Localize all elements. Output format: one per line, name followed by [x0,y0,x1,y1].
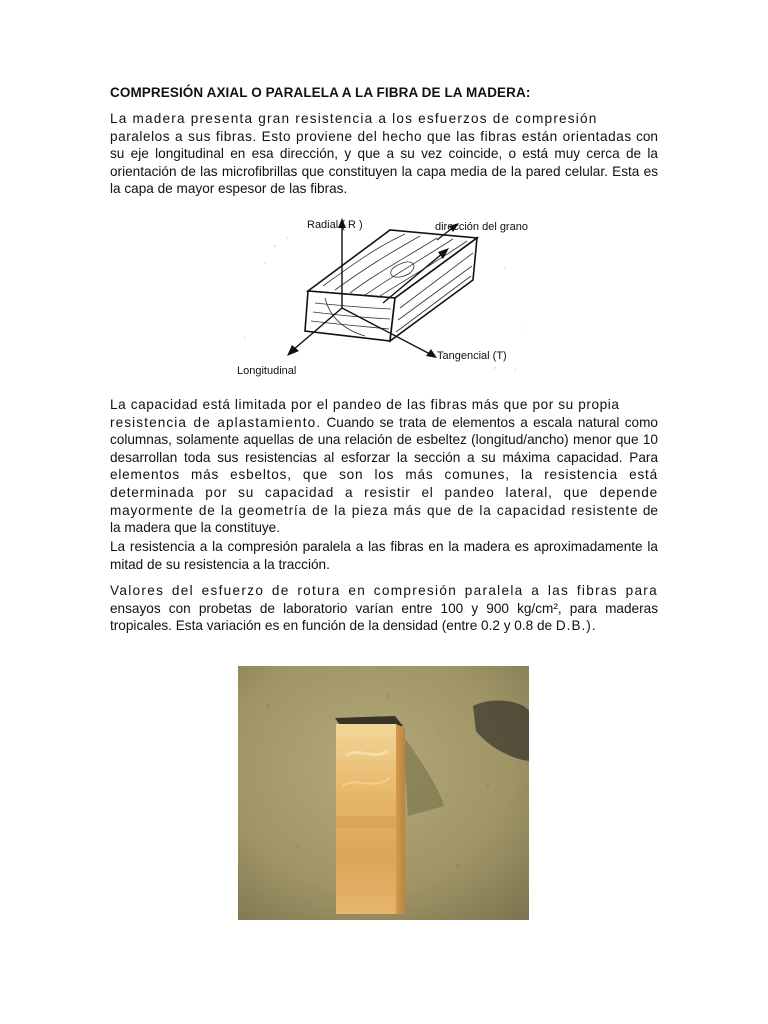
paragraph-intro [110,110,658,198]
tangential-label: Tangencial (T) [437,350,507,362]
radial-label: Radial ( R ) [307,219,363,231]
paragraph-values [110,582,658,635]
paragraph-resistance: La resistencia a la compresión paralela a las fibras en la madera es aproximadamente la mitad de su resistencia a la tracción. [110,539,658,572]
p2-line2: resistencia de aplastamiento. [110,414,322,430]
p1-rest: con su eje longitudinal en esa dirección, y que a su vez coincide, o está muy cerca de la orientación de las microfibrillas que constituyen la capa media de la pared celular. Esta es la capa de mayor espesor de las fibras. [110,128,658,197]
wood-grain-diagram [205,208,555,386]
p4-text: ensayos con probetas de laboratorio varían entre 100 y 900 kg/cm², para maderas tropicales. Esta variación es en función de la densidad (entre 0.2 y 0.8 de [110,600,658,634]
p1-line2: paralelos a sus fibras. Esto proviene del hecho que las fibras están orientadas [110,128,632,144]
p4-db: D.B.). [555,618,597,634]
block-side [396,724,405,914]
p2-end: de la madera que la constituye. [110,502,658,536]
paragraph-capacity [110,396,658,537]
p2-spaced: elementos más esbeltos, que son los más comunes, la resistencia está determinada por su capacidad a resistir el pandeo lateral, que depende mayormente de la geometría de la pieza más que de la capacidad resistente [110,467,658,518]
p2-mid: Cuando se trata de elementos a escala natural como columnas, solamente aquellas de una relación de esbeltez (longitud/ancho) menor que 10 desarrollan toda sus resistencias al esforzar la sección a su máxima capacidad. Para [110,414,658,465]
wood-specimen-photo [238,666,529,920]
p4-spaced: Valores del esfuerzo de rotura en compresión paralela a las fibras para [110,583,658,598]
grain-label: dirección del grano [435,221,528,233]
longitudinal-label: Longitudinal [237,365,297,377]
p1-line1: La madera presenta gran resistencia a los esfuerzos de compresión [110,111,598,126]
p2-line1: La capacidad está limitada por el pandeo de las fibras más que por su propia [110,397,620,412]
section-heading: COMPRESIÓN AXIAL O PARALELA A LA FIBRA DE LA MADERA: [110,85,531,100]
